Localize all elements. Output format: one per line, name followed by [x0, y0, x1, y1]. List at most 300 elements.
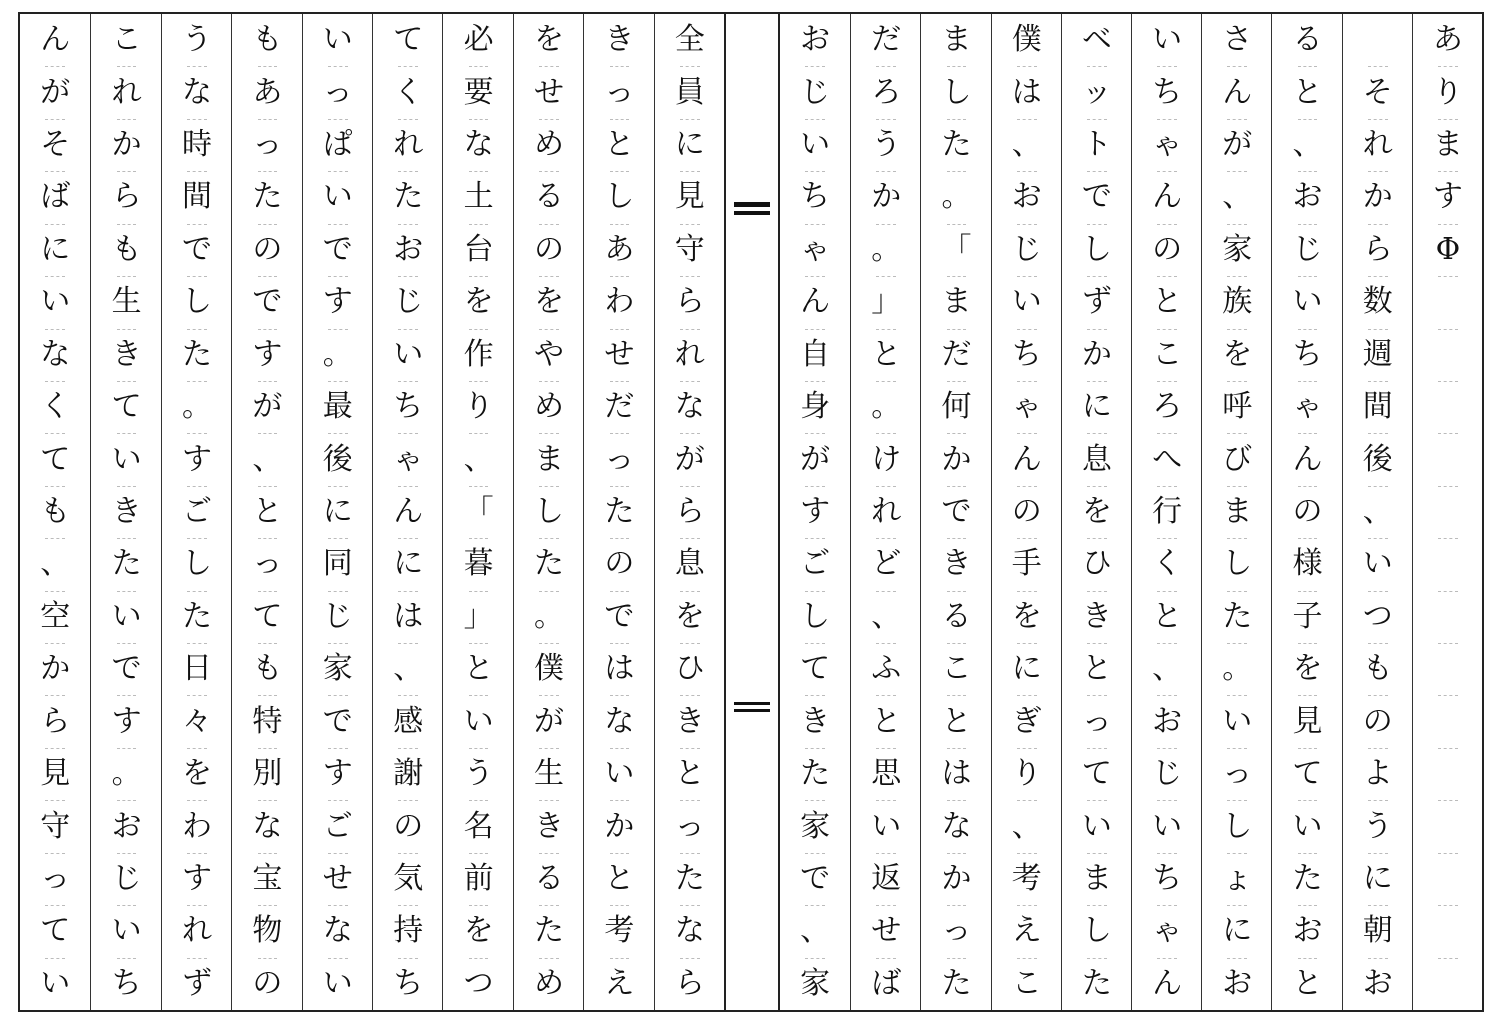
manuscript-character: た: [181, 336, 212, 372]
manuscript-column: [302, 14, 373, 1010]
manuscript-character: に: [1362, 860, 1393, 896]
manuscript-character: 、: [1222, 179, 1253, 215]
manuscript-character: 。: [111, 756, 142, 792]
manuscript-character: 。: [322, 336, 353, 372]
manuscript-character: っ: [1222, 756, 1253, 792]
manuscript-character: あ: [604, 231, 635, 267]
manuscript-character: ま: [941, 22, 972, 58]
manuscript-character: が: [533, 703, 564, 739]
manuscript-character: 考: [1011, 860, 1042, 896]
manuscript-character: 。: [181, 389, 212, 425]
manuscript-character: た: [1292, 860, 1323, 896]
manuscript-character: ん: [1152, 965, 1183, 1001]
grid-row-tick: [1438, 276, 1458, 277]
manuscript-character: ず: [181, 965, 212, 1001]
manuscript-character: た: [941, 127, 972, 163]
manuscript-character: は: [604, 651, 635, 687]
manuscript-character: 思: [871, 756, 902, 792]
manuscript-character: 全: [674, 22, 705, 58]
manuscript-character: 特: [252, 703, 283, 739]
manuscript-character: 」: [463, 598, 494, 634]
manuscript-character: ゃ: [1152, 127, 1183, 163]
manuscript-character: を: [463, 284, 494, 320]
manuscript-column: [231, 14, 302, 1010]
manuscript-character: 守: [674, 231, 705, 267]
manuscript-character: え: [1011, 913, 1042, 949]
manuscript-character: は: [393, 598, 424, 634]
manuscript-character: た: [800, 756, 831, 792]
manuscript-character: し: [800, 598, 831, 634]
manuscript-character: 間: [181, 179, 212, 215]
manuscript-column: [1061, 14, 1132, 1010]
manuscript-character: て: [1292, 756, 1323, 792]
manuscript-character: 同: [322, 546, 353, 582]
manuscript-character: 、: [1362, 493, 1393, 529]
manuscript-character: 、: [393, 651, 424, 687]
manuscript-character: せ: [322, 860, 353, 896]
manuscript-character: い: [800, 127, 831, 163]
manuscript-character: だ: [604, 389, 635, 425]
manuscript-character: せ: [533, 74, 564, 110]
manuscript-character: っ: [322, 74, 353, 110]
manuscript-character: ご: [181, 493, 212, 529]
manuscript-character: 。: [533, 598, 564, 634]
manuscript-character: す: [800, 493, 831, 529]
manuscript-character: て: [800, 651, 831, 687]
manuscript-character: こ: [1152, 336, 1183, 372]
manuscript-character: き: [533, 808, 564, 844]
grid-row-tick: [1438, 958, 1458, 959]
manuscript-character: 員: [674, 74, 705, 110]
manuscript-character: の: [1011, 493, 1042, 529]
manuscript-character: は: [941, 756, 972, 792]
manuscript-character: た: [941, 965, 972, 1001]
manuscript-character: っ: [252, 546, 283, 582]
manuscript-character: ん: [40, 22, 71, 58]
manuscript-character: ご: [800, 546, 831, 582]
manuscript-character: 要: [463, 74, 494, 110]
manuscript-character: 別: [252, 756, 283, 792]
manuscript-character: ん: [800, 284, 831, 320]
manuscript-character: 空: [40, 598, 71, 634]
manuscript-character: か: [1081, 336, 1112, 372]
manuscript-character: ず: [1081, 284, 1112, 320]
manuscript-character: っ: [252, 127, 283, 163]
manuscript-character: で: [322, 703, 353, 739]
manuscript-character: 手: [1011, 546, 1042, 582]
manuscript-character: し: [1222, 808, 1253, 844]
manuscript-character: し: [1081, 913, 1112, 949]
manuscript-character: ち: [111, 965, 142, 1001]
manuscript-character: ど: [871, 546, 902, 582]
manuscript-character: あ: [1432, 22, 1463, 58]
manuscript-character: ト: [1081, 127, 1112, 163]
manuscript-character: ち: [1292, 336, 1323, 372]
grid-row-tick: [1438, 695, 1458, 696]
manuscript-character: っ: [604, 74, 635, 110]
manuscript-character: と: [463, 651, 494, 687]
manuscript-character: ッ: [1081, 74, 1112, 110]
manuscript-character: も: [252, 651, 283, 687]
manuscript-column: [920, 14, 991, 1010]
manuscript-character: ん: [1292, 441, 1323, 477]
manuscript-character: で: [252, 284, 283, 320]
manuscript-character: に: [1081, 389, 1112, 425]
manuscript-character: い: [111, 441, 142, 477]
manuscript-column: [780, 14, 850, 1010]
manuscript-character: 、: [1011, 127, 1042, 163]
manuscript-character: ま: [941, 284, 972, 320]
manuscript-character: か: [604, 808, 635, 844]
manuscript-character: す: [181, 860, 212, 896]
manuscript-character: れ: [1362, 127, 1393, 163]
manuscript-character: よ: [1362, 756, 1393, 792]
manuscript-character: き: [111, 493, 142, 529]
manuscript-character: で: [941, 493, 972, 529]
manuscript-character: す: [322, 284, 353, 320]
manuscript-character: た: [1081, 965, 1112, 1001]
manuscript-character: ベ: [1081, 22, 1112, 58]
manuscript-character: 最: [322, 389, 353, 425]
manuscript-character: ご: [322, 808, 353, 844]
manuscript-column: [654, 14, 725, 1010]
manuscript-character: る: [533, 860, 564, 896]
manuscript-character: 家: [800, 965, 831, 1001]
manuscript-character: ろ: [871, 74, 902, 110]
manuscript-character: 僕: [1011, 22, 1042, 58]
manuscript-character: き: [800, 703, 831, 739]
manuscript-character: も: [1362, 651, 1393, 687]
manuscript-character: が: [800, 441, 831, 477]
manuscript-character: れ: [181, 913, 212, 949]
manuscript-column: [1412, 14, 1483, 1010]
manuscript-column: [90, 14, 161, 1010]
manuscript-character: い: [40, 965, 71, 1001]
manuscript-character: 持: [393, 913, 424, 949]
manuscript-character: に: [393, 546, 424, 582]
manuscript-character: と: [252, 493, 283, 529]
manuscript-column: [513, 14, 584, 1010]
manuscript-character: 日: [181, 651, 212, 687]
manuscript-character: さ: [1222, 22, 1253, 58]
manuscript-character: と: [1081, 651, 1112, 687]
manuscript-character: ら: [111, 179, 142, 215]
manuscript-character: の: [393, 808, 424, 844]
manuscript-character: い: [111, 598, 142, 634]
manuscript-character: 。: [1222, 651, 1253, 687]
manuscript-character: る: [1292, 22, 1323, 58]
manuscript-character: く: [393, 74, 424, 110]
manuscript-character: き: [604, 22, 635, 58]
manuscript-character: 僕: [533, 651, 564, 687]
manuscript-character: 台: [463, 231, 494, 267]
manuscript-character: 家: [1222, 231, 1253, 267]
manuscript-character: そ: [40, 127, 71, 163]
manuscript-character: う: [871, 127, 902, 163]
manuscript-character: 考: [604, 913, 635, 949]
manuscript-character: す: [111, 703, 142, 739]
manuscript-character: 時: [181, 127, 212, 163]
manuscript-character: た: [393, 179, 424, 215]
manuscript-character: 守: [40, 808, 71, 844]
manuscript-character: ち: [1152, 74, 1183, 110]
manuscript-character: そ: [1362, 74, 1393, 110]
manuscript-character: た: [533, 913, 564, 949]
manuscript-character: っ: [604, 441, 635, 477]
manuscript-character: ゃ: [393, 441, 424, 477]
manuscript-character: た: [674, 860, 705, 896]
manuscript-character: 後: [1362, 441, 1393, 477]
manuscript-character: 、: [871, 598, 902, 634]
manuscript-character: 。: [871, 389, 902, 425]
manuscript-character: ま: [1222, 493, 1253, 529]
manuscript-column: [372, 14, 443, 1010]
manuscript-character: と: [674, 756, 705, 792]
manuscript-character: う: [1362, 808, 1393, 844]
manuscript-character: と: [871, 703, 902, 739]
manuscript-character: た: [533, 546, 564, 582]
manuscript-sheet: [18, 12, 1484, 1012]
manuscript-character: な: [322, 913, 353, 949]
manuscript-character: を: [463, 913, 494, 949]
manuscript-character: つ: [463, 965, 494, 1001]
manuscript-character: じ: [393, 284, 424, 320]
manuscript-character: 、: [463, 441, 494, 477]
manuscript-character: が: [40, 74, 71, 110]
manuscript-character: て: [40, 913, 71, 949]
manuscript-character: と: [604, 860, 635, 896]
grid-row-tick: [1438, 643, 1458, 644]
manuscript-character: だ: [941, 336, 972, 372]
manuscript-character: か: [40, 651, 71, 687]
manuscript-character: い: [1292, 284, 1323, 320]
manuscript-character: し: [181, 546, 212, 582]
manuscript-character: い: [463, 703, 494, 739]
manuscript-character: す: [252, 336, 283, 372]
manuscript-character: し: [1222, 546, 1253, 582]
manuscript-character: 、: [1292, 127, 1323, 163]
manuscript-character: の: [1152, 231, 1183, 267]
manuscript-column: [850, 14, 921, 1010]
manuscript-character: ひ: [1081, 546, 1112, 582]
manuscript-character: ふ: [871, 651, 902, 687]
manuscript-character: 、: [1011, 808, 1042, 844]
center-spine: [724, 14, 780, 1010]
manuscript-character: ゃ: [1292, 389, 1323, 425]
manuscript-character: 家: [800, 808, 831, 844]
manuscript-character: 何: [941, 389, 972, 425]
manuscript-character: つ: [1362, 598, 1393, 634]
manuscript-character: い: [1362, 546, 1393, 582]
manuscript-character: ら: [674, 965, 705, 1001]
manuscript-character: め: [533, 389, 564, 425]
manuscript-character: じ: [1152, 756, 1183, 792]
manuscript-character: ま: [1081, 860, 1112, 896]
grid-row-tick: [1438, 748, 1458, 749]
manuscript-character: ば: [40, 179, 71, 215]
manuscript-character: 気: [393, 860, 424, 896]
manuscript-character: お: [1222, 965, 1253, 1001]
manuscript-character: た: [604, 493, 635, 529]
manuscript-column: [442, 14, 513, 1010]
manuscript-character: な: [181, 74, 212, 110]
manuscript-character: 。: [941, 179, 972, 215]
manuscript-character: こ: [111, 22, 142, 58]
manuscript-character: 感: [393, 703, 424, 739]
manuscript-character: ら: [1362, 231, 1393, 267]
manuscript-character: い: [1011, 284, 1042, 320]
manuscript-character: を: [1011, 598, 1042, 634]
manuscript-character: 暮: [463, 546, 494, 582]
manuscript-character: に: [674, 127, 705, 163]
manuscript-character: わ: [604, 284, 635, 320]
manuscript-character: い: [111, 913, 142, 949]
manuscript-character: に: [322, 493, 353, 529]
manuscript-character: を: [1222, 336, 1253, 372]
manuscript-character: ぱ: [322, 127, 353, 163]
manuscript-character: 週: [1362, 336, 1393, 372]
manuscript-character: の: [604, 546, 635, 582]
manuscript-character: 、: [40, 546, 71, 582]
manuscript-character: に: [1011, 651, 1042, 687]
manuscript-character: い: [1222, 703, 1253, 739]
manuscript-character: ゃ: [1152, 913, 1183, 949]
manuscript-character: ち: [1152, 860, 1183, 896]
manuscript-character: し: [533, 493, 564, 529]
manuscript-character: い: [871, 808, 902, 844]
manuscript-character: け: [871, 441, 902, 477]
manuscript-character: も: [252, 22, 283, 58]
manuscript-character: 生: [533, 756, 564, 792]
manuscript-character: い: [322, 22, 353, 58]
manuscript-character: あ: [252, 74, 283, 110]
manuscript-character: 行: [1152, 493, 1183, 529]
manuscript-character: ん: [1222, 74, 1253, 110]
manuscript-character: と: [1152, 284, 1183, 320]
manuscript-character: じ: [111, 860, 142, 896]
manuscript-character: 作: [463, 336, 494, 372]
manuscript-column: [161, 14, 232, 1010]
manuscript-character: 族: [1222, 284, 1253, 320]
manuscript-character: と: [941, 703, 972, 739]
manuscript-character: な: [40, 336, 71, 372]
manuscript-character: い: [1152, 22, 1183, 58]
left-page: [20, 14, 724, 1010]
manuscript-character: こ: [1011, 965, 1042, 1001]
manuscript-character: め: [533, 965, 564, 1001]
manuscript-character: い: [1081, 808, 1112, 844]
manuscript-character: 必: [463, 22, 494, 58]
manuscript-character: う: [181, 22, 212, 58]
manuscript-character: を: [533, 284, 564, 320]
manuscript-character: じ: [1292, 231, 1323, 267]
manuscript-character: い: [1152, 808, 1183, 844]
manuscript-character: 々: [181, 703, 212, 739]
manuscript-character: ま: [1432, 127, 1463, 163]
manuscript-character: る: [941, 598, 972, 634]
manuscript-character: じ: [800, 74, 831, 110]
manuscript-character: に: [1222, 913, 1253, 949]
manuscript-character: お: [1362, 965, 1393, 1001]
manuscript-character: っ: [674, 808, 705, 844]
manuscript-character: き: [1081, 598, 1112, 634]
manuscript-character: れ: [393, 127, 424, 163]
manuscript-character: 見: [674, 179, 705, 215]
manuscript-character: と: [1292, 965, 1323, 1001]
manuscript-column: [991, 14, 1062, 1010]
manuscript-character: て: [111, 389, 142, 425]
manuscript-character: ろ: [1152, 389, 1183, 425]
manuscript-character: を: [674, 598, 705, 634]
manuscript-character: 家: [322, 651, 353, 687]
manuscript-character: 身: [800, 389, 831, 425]
manuscript-character: や: [533, 336, 564, 372]
manuscript-character: な: [463, 127, 494, 163]
manuscript-character: し: [604, 179, 635, 215]
manuscript-character: ば: [871, 965, 902, 1001]
right-page: [780, 14, 1482, 1010]
manuscript-character: じ: [322, 598, 353, 634]
manuscript-character: き: [674, 703, 705, 739]
manuscript-character: お: [1152, 703, 1183, 739]
manuscript-character: て: [40, 441, 71, 477]
manuscript-character: 間: [1362, 389, 1393, 425]
manuscript-character: 宝: [252, 860, 283, 896]
manuscript-character: の: [1362, 703, 1393, 739]
manuscript-character: な: [674, 913, 705, 949]
manuscript-character: ち: [800, 179, 831, 215]
manuscript-character: 呼: [1222, 389, 1253, 425]
manuscript-character: 」: [871, 284, 902, 320]
manuscript-character: ち: [393, 389, 424, 425]
manuscript-character: に: [40, 231, 71, 267]
manuscript-character: く: [1152, 546, 1183, 582]
manuscript-character: っ: [1081, 703, 1112, 739]
manuscript-character: を: [181, 756, 212, 792]
manuscript-character: 息: [674, 546, 705, 582]
manuscript-character: せ: [604, 336, 635, 372]
manuscript-character: ま: [533, 441, 564, 477]
manuscript-character: 後: [322, 441, 353, 477]
manuscript-character: お: [393, 231, 424, 267]
manuscript-character: ら: [40, 703, 71, 739]
manuscript-character: き: [941, 546, 972, 582]
manuscript-character: ん: [1152, 179, 1183, 215]
manuscript-character: し: [941, 74, 972, 110]
manuscript-character: 様: [1292, 546, 1323, 582]
manuscript-character: だ: [871, 22, 902, 58]
manuscript-character: で: [1081, 179, 1112, 215]
manuscript-character: す: [322, 756, 353, 792]
manuscript-character: り: [1011, 756, 1042, 792]
manuscript-character: お: [1292, 179, 1323, 215]
manuscript-character: 息: [1081, 441, 1112, 477]
manuscript-character: 、: [252, 441, 283, 477]
manuscript-character: て: [1081, 756, 1112, 792]
manuscript-character: が: [1222, 127, 1253, 163]
manuscript-column: [20, 14, 90, 1010]
manuscript-character: へ: [1152, 441, 1183, 477]
manuscript-character: じ: [1011, 231, 1042, 267]
manuscript-character: 。: [871, 231, 902, 267]
manuscript-character: め: [533, 127, 564, 163]
manuscript-character: ょ: [1222, 860, 1253, 896]
manuscript-character: と: [1152, 598, 1183, 634]
manuscript-character: う: [463, 756, 494, 792]
manuscript-character: 自: [800, 336, 831, 372]
manuscript-character: 「: [463, 493, 494, 529]
manuscript-character: で: [181, 231, 212, 267]
